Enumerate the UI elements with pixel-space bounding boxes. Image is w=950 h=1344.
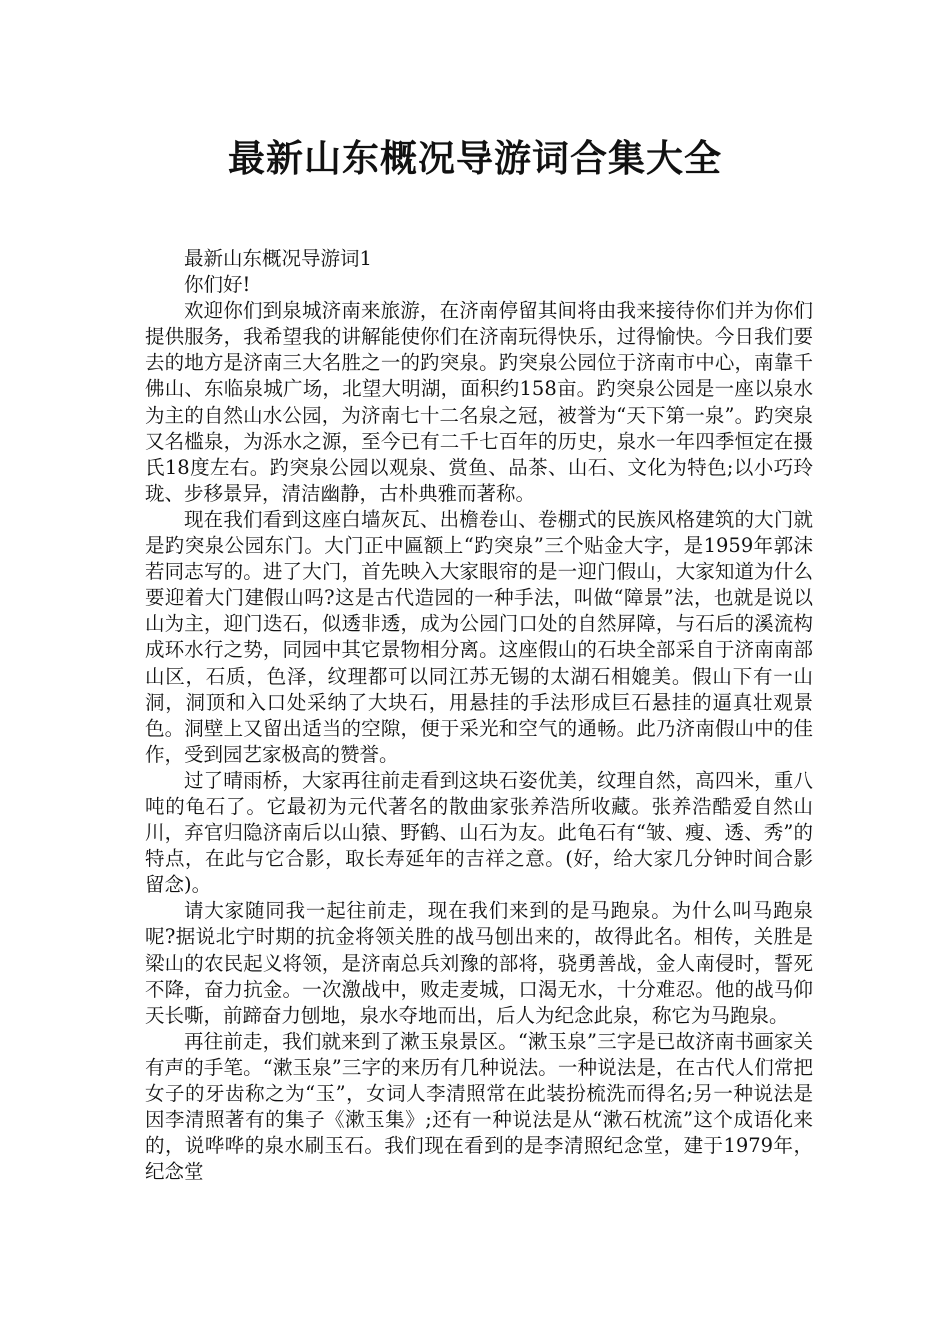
paragraph-shuyu-spring: 再往前走，我们就来到了漱玉泉景区。“漱玉泉”三字是已故济南书画家关有声的手笔。“漱玉泉”三字的来历有几种说法。一种说法是，在古代人们常把女子的牙齿称之为“玉”，女词人李清照常在此装扮梳洗而得名;另一种说法是因李清照著有的集子《漱玉集》;还有一种说法是从“漱石枕流”这个成语化来的，说哗哗的泉水刷玉石。我们现在看到的是李清照纪念堂，建于1979年，纪念堂 <box>145 1029 813 1184</box>
paragraph-heading: 最新山东概况导游词1 <box>184 247 372 270</box>
document-body <box>145 246 813 1185</box>
document-title: 最新山东概况导游词合集大全 <box>228 137 722 180</box>
paragraph-greeting: 你们好! <box>184 273 251 297</box>
paragraph-turtle-stone: 过了晴雨桥，大家再往前走看到这块石姿优美，纹理自然，高四米，重八吨的龟石了。它最初为元代著名的散曲家张养浩所收藏。张养浩酷爱自然山川，弃官归隐济南后以山猿、野鹤、山石为友。此龟石有“皱、瘦、透、秀”的特点，在此与它合影，取长寿延年的吉祥之意。(好，给大家几分钟时间合影留念)。 <box>145 768 813 897</box>
paragraph-welcome: 欢迎你们到泉城济南来旅游，在济南停留其间将由我来接待你们并为你们提供服务，我希望我的讲解能使你们在济南玩得快乐，过得愉快。今日我们要去的地方是济南三大名胜之一的趵突泉。趵突泉公园位于济南市中心，南靠千佛山、东临泉城广场，北望大明湖，面积约158亩。趵突泉公园是一座以泉水为主的自然山水公园，为济南七十二名泉之冠，被誉为“天下第一泉”。趵突泉又名槛泉，为泺水之源，至今已有二千七百年的历史，泉水一年四季恒定在摄氏18度左右。趵突泉公园以观泉、赏鱼、品茶、山石、文化为特色;以小巧玲珑、步移景异，清洁幽静，古朴典雅而著称。 <box>145 299 813 505</box>
paragraph-mapao-spring: 请大家随同我一起往前走，现在我们来到的是马跑泉。为什么叫马跑泉呢?据说北宁时期的抗金将领关胜的战马刨出来的，故得此名。相传，关胜是梁山的农民起义将领，是济南总兵刘豫的部将，骁勇善战，金人南侵时，誓死不降，奋力抗金。一次激战中，败走麦城，口渴无水，十分难忍。他的战马仰天长嘶，前蹄奋力刨地，泉水夺地而出，后人为纪念此泉，称它为马跑泉。 <box>145 899 813 1027</box>
paragraph-east-gate: 现在我们看到这座白墙灰瓦、出檐卷山、卷棚式的民族风格建筑的大门就是趵突泉公园东门。大门正中匾额上“趵突泉”三个贴金大字，是1959年郭沫若同志写的。进了大门，首先映入大家眼帘的是一迎门假山，大家知道为什么要迎着大门建假山吗?这是古代造园的一种手法，叫做“障景”法，也就是说以山为主，迎门迭石，似透非透，成为公园门口处的自然屏障，与石后的溪流构成环水行之势，同园中其它景物相分离。这座假山的石块全部采自于济南南部山区，石质，色泽，纹理都可以同江苏无锡的太湖石相媲美。假山下有一山洞，洞顶和入口处采纳了大块石，用悬挂的手法形成巨石悬挂的逼真壮观景色。洞壁上又留出适当的空隙，便于采光和空气的通畅。此乃济南假山中的佳作，受到园艺家极高的赞誉。 <box>145 507 813 766</box>
